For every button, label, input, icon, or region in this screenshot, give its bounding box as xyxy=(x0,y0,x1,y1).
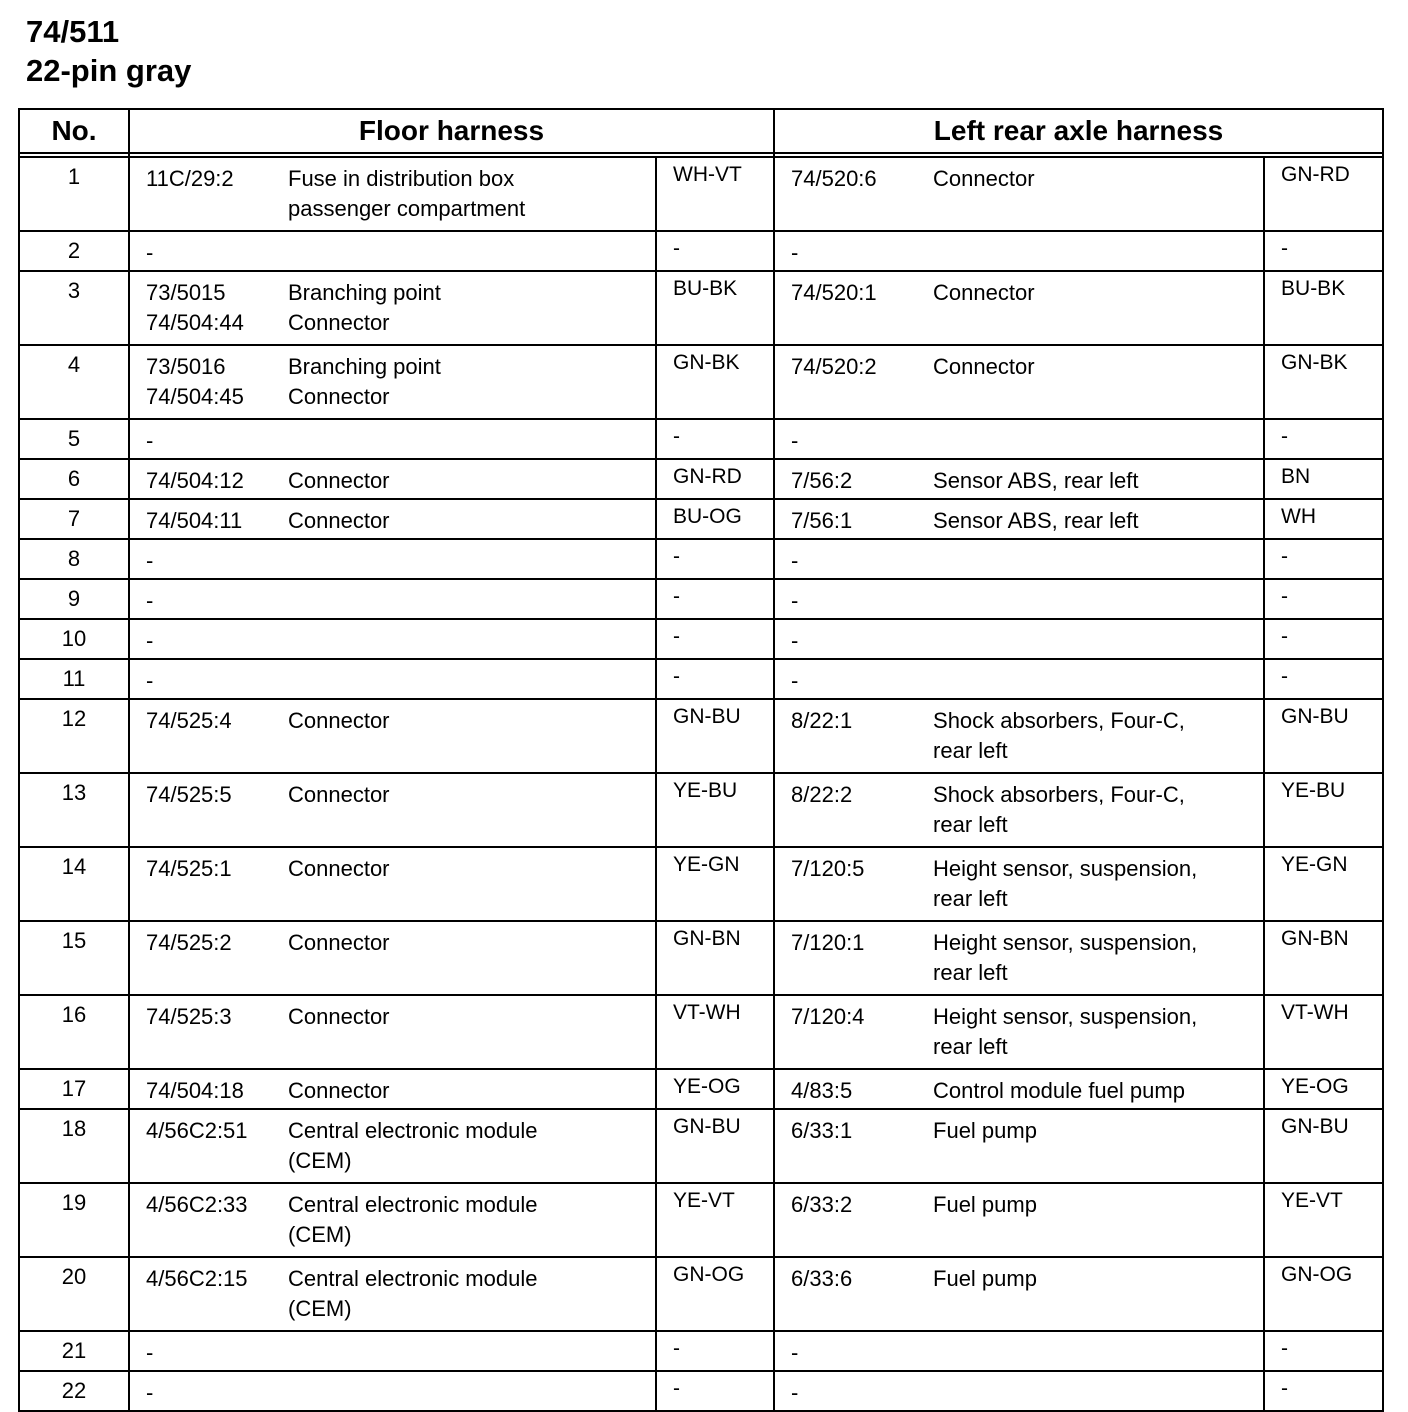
axle-wire-color: VT-WH xyxy=(1264,995,1383,1069)
connection-line xyxy=(791,238,1263,268)
connection-desc: Connector xyxy=(933,280,1035,305)
connection-ref: 11C/29:2 xyxy=(146,166,234,191)
connection-desc: Fuel pump xyxy=(933,1192,1037,1217)
connection-ref: - xyxy=(791,588,799,613)
header-floor-harness: Floor harness xyxy=(129,109,774,153)
table-row xyxy=(19,579,1383,619)
connection-ref: 4/83:5 xyxy=(791,1078,853,1103)
connection-ref: 7/56:1 xyxy=(791,508,853,533)
axle-wire-color: GN-BN xyxy=(1264,921,1383,995)
connection-ref: - xyxy=(146,240,154,265)
connection-desc: Connector xyxy=(288,310,390,335)
header-left-rear-axle-harness: Left rear axle harness xyxy=(774,109,1383,153)
axle-harness-connection xyxy=(774,579,1264,619)
connection-line xyxy=(791,1116,1263,1146)
pin-number: 12 xyxy=(19,699,129,773)
connection-ref: 74/525:1 xyxy=(146,856,232,881)
axle-wire-color: WH xyxy=(1264,499,1383,539)
pin-number: 8 xyxy=(19,539,129,579)
connection-ref: 74/525:2 xyxy=(146,930,232,955)
floor-wire-color: GN-RD xyxy=(656,459,774,499)
connection-line xyxy=(791,1378,1263,1408)
connection-line xyxy=(146,194,655,224)
header-no: No. xyxy=(19,109,129,153)
floor-harness-connection xyxy=(129,539,656,579)
axle-harness-connection xyxy=(774,659,1264,699)
connection-ref: - xyxy=(146,1380,154,1405)
connection-ref: - xyxy=(791,628,799,653)
floor-wire-color: YE-OG xyxy=(656,1069,774,1109)
connection-line xyxy=(791,506,1263,536)
table-row xyxy=(19,773,1383,847)
table-row xyxy=(19,459,1383,499)
connection-ref: - xyxy=(791,668,799,693)
axle-harness-connection xyxy=(774,1069,1264,1109)
pin-number: 2 xyxy=(19,231,129,271)
connection-desc: rear left xyxy=(933,1034,1008,1059)
floor-wire-color: - xyxy=(656,659,774,699)
connection-ref: 7/120:1 xyxy=(791,930,865,955)
floor-harness-connection xyxy=(129,1257,656,1331)
pin-rows xyxy=(19,157,1383,1411)
axle-harness-connection xyxy=(774,499,1264,539)
floor-wire-color: - xyxy=(656,1371,774,1411)
connection-desc: Fuel pump xyxy=(933,1266,1037,1291)
pin-number: 22 xyxy=(19,1371,129,1411)
floor-harness-connection xyxy=(129,459,656,499)
connection-ref: - xyxy=(146,428,154,453)
table-row xyxy=(19,539,1383,579)
connection-line xyxy=(791,466,1263,496)
header-row xyxy=(19,109,1383,153)
table-row xyxy=(19,231,1383,271)
connection-desc: Connector xyxy=(288,468,390,493)
connection-line xyxy=(146,666,655,696)
connection-line xyxy=(791,854,1263,884)
connection-line xyxy=(146,1264,655,1294)
connection-line xyxy=(146,238,655,268)
connection-line xyxy=(791,164,1263,194)
pin-number: 5 xyxy=(19,419,129,459)
connection-desc: rear left xyxy=(933,812,1008,837)
table-row xyxy=(19,1257,1383,1331)
connection-ref: 8/22:1 xyxy=(791,708,853,733)
connection-desc: Connector xyxy=(288,508,390,533)
connection-line xyxy=(791,928,1263,958)
connection-ref: - xyxy=(146,548,154,573)
table-row xyxy=(19,699,1383,773)
axle-harness-connection xyxy=(774,539,1264,579)
connection-line xyxy=(146,278,655,308)
pin-number: 7 xyxy=(19,499,129,539)
floor-wire-color: GN-BU xyxy=(656,1109,774,1183)
connection-line xyxy=(146,546,655,576)
connector-description: 22-pin gray xyxy=(26,53,192,88)
connection-ref: 4/56C2:33 xyxy=(146,1192,248,1217)
pin-number: 21 xyxy=(19,1331,129,1371)
axle-harness-connection xyxy=(774,1331,1264,1371)
connection-desc: rear left xyxy=(933,960,1008,985)
connection-ref: 74/520:1 xyxy=(791,280,877,305)
axle-wire-color: YE-GN xyxy=(1264,847,1383,921)
connection-desc: Connector xyxy=(288,782,390,807)
pin-number: 6 xyxy=(19,459,129,499)
pin-number: 16 xyxy=(19,995,129,1069)
connection-desc: Fuse in distribution box xyxy=(288,166,515,191)
connection-line xyxy=(791,780,1263,810)
floor-wire-color: YE-GN xyxy=(656,847,774,921)
connection-ref: 6/33:6 xyxy=(791,1266,853,1291)
connection-ref: - xyxy=(791,548,799,573)
connection-ref: 73/5015 xyxy=(146,280,226,305)
floor-harness-connection xyxy=(129,921,656,995)
axle-wire-color: GN-BK xyxy=(1264,345,1383,419)
floor-wire-color: YE-BU xyxy=(656,773,774,847)
connection-ref: 4/56C2:51 xyxy=(146,1118,248,1143)
connection-line xyxy=(146,1378,655,1408)
axle-harness-connection xyxy=(774,419,1264,459)
connection-line xyxy=(791,1002,1263,1032)
table-row xyxy=(19,921,1383,995)
floor-harness-connection xyxy=(129,1331,656,1371)
table-row xyxy=(19,847,1383,921)
connection-ref: 74/504:11 xyxy=(146,508,243,533)
axle-wire-color: BU-BK xyxy=(1264,271,1383,345)
connection-line xyxy=(146,626,655,656)
connection-line xyxy=(146,1190,655,1220)
connection-desc: passenger compartment xyxy=(288,196,526,221)
floor-harness-connection xyxy=(129,699,656,773)
axle-wire-color: YE-VT xyxy=(1264,1183,1383,1257)
connection-line xyxy=(791,278,1263,308)
connection-line xyxy=(791,352,1263,382)
connection-ref: - xyxy=(791,1380,799,1405)
axle-wire-color: - xyxy=(1264,539,1383,579)
connection-ref: 74/525:4 xyxy=(146,708,232,733)
floor-harness-connection xyxy=(129,231,656,271)
connection-line xyxy=(791,586,1263,616)
table-row xyxy=(19,499,1383,539)
connection-desc: Connector xyxy=(933,354,1035,379)
connection-line xyxy=(146,854,655,884)
floor-harness-connection xyxy=(129,499,656,539)
connection-ref: - xyxy=(791,240,799,265)
floor-harness-connection xyxy=(129,271,656,345)
pin-number: 20 xyxy=(19,1257,129,1331)
axle-wire-color: GN-OG xyxy=(1264,1257,1383,1331)
pin-number: 19 xyxy=(19,1183,129,1257)
axle-wire-color: BN xyxy=(1264,459,1383,499)
axle-harness-connection xyxy=(774,995,1264,1069)
connection-line xyxy=(146,1116,655,1146)
connection-desc: Control module fuel pump xyxy=(933,1078,1185,1103)
connection-desc: Connector xyxy=(288,856,390,881)
connection-line xyxy=(146,1220,655,1250)
floor-wire-color: GN-BU xyxy=(656,699,774,773)
table-row xyxy=(19,157,1383,231)
connection-line xyxy=(146,780,655,810)
connection-ref: 4/56C2:15 xyxy=(146,1266,248,1291)
axle-harness-connection xyxy=(774,921,1264,995)
axle-harness-connection xyxy=(774,847,1264,921)
axle-wire-color: - xyxy=(1264,579,1383,619)
connection-ref: 74/520:6 xyxy=(791,166,877,191)
floor-harness-connection xyxy=(129,579,656,619)
axle-wire-color: GN-RD xyxy=(1264,157,1383,231)
connection-desc: Connector xyxy=(288,708,390,733)
floor-wire-color: - xyxy=(656,619,774,659)
pin-number: 10 xyxy=(19,619,129,659)
axle-harness-connection xyxy=(774,271,1264,345)
connection-desc: Connector xyxy=(288,384,390,409)
connection-ref: 74/525:3 xyxy=(146,1004,232,1029)
floor-wire-color: GN-BN xyxy=(656,921,774,995)
pin-number: 15 xyxy=(19,921,129,995)
connection-desc: Sensor ABS, rear left xyxy=(933,468,1139,493)
connection-ref: 73/5016 xyxy=(146,354,226,379)
connector-id: 74/511 xyxy=(26,14,120,49)
table-row xyxy=(19,1109,1383,1183)
connection-ref: - xyxy=(146,628,154,653)
connection-ref: - xyxy=(146,588,154,613)
axle-wire-color: - xyxy=(1264,419,1383,459)
connection-desc: rear left xyxy=(933,886,1008,911)
axle-harness-connection xyxy=(774,1183,1264,1257)
axle-harness-connection xyxy=(774,459,1264,499)
pin-number: 18 xyxy=(19,1109,129,1183)
connection-ref: 6/33:2 xyxy=(791,1192,853,1217)
connection-desc: Fuel pump xyxy=(933,1118,1037,1143)
floor-harness-connection xyxy=(129,659,656,699)
floor-wire-color: BU-OG xyxy=(656,499,774,539)
connection-ref: 6/33:1 xyxy=(791,1118,853,1143)
floor-harness-connection xyxy=(129,1069,656,1109)
axle-harness-connection xyxy=(774,1257,1264,1331)
floor-wire-color: GN-BK xyxy=(656,345,774,419)
connection-ref: 74/504:18 xyxy=(146,1078,244,1103)
connection-desc: rear left xyxy=(933,738,1008,763)
axle-harness-connection xyxy=(774,345,1264,419)
connection-desc: Central electronic module xyxy=(288,1118,538,1143)
connection-line xyxy=(791,810,1263,840)
connection-line xyxy=(791,1032,1263,1062)
floor-harness-connection xyxy=(129,419,656,459)
connection-desc: Connector xyxy=(288,930,390,955)
connection-ref: - xyxy=(146,668,154,693)
axle-harness-connection xyxy=(774,773,1264,847)
pin-number: 3 xyxy=(19,271,129,345)
connection-line xyxy=(146,586,655,616)
connection-line xyxy=(146,1146,655,1176)
axle-harness-connection xyxy=(774,231,1264,271)
floor-wire-color: WH-VT xyxy=(656,157,774,231)
pin-number: 11 xyxy=(19,659,129,699)
floor-wire-color: - xyxy=(656,579,774,619)
connection-line xyxy=(146,706,655,736)
connection-desc: Shock absorbers, Four-C, xyxy=(933,708,1185,733)
table-row xyxy=(19,419,1383,459)
table-row xyxy=(19,345,1383,419)
connection-ref: 74/504:44 xyxy=(146,310,244,335)
floor-harness-connection xyxy=(129,619,656,659)
pin-number: 13 xyxy=(19,773,129,847)
floor-wire-color: VT-WH xyxy=(656,995,774,1069)
floor-harness-connection xyxy=(129,1109,656,1183)
floor-wire-color: - xyxy=(656,1331,774,1371)
pin-table xyxy=(18,108,1384,1412)
floor-harness-connection xyxy=(129,345,656,419)
connection-line xyxy=(146,352,655,382)
connection-ref: 74/520:2 xyxy=(791,354,877,379)
floor-wire-color: BU-BK xyxy=(656,271,774,345)
connection-line xyxy=(791,958,1263,988)
table-row xyxy=(19,619,1383,659)
connection-desc: (CEM) xyxy=(288,1296,352,1321)
connection-line xyxy=(791,626,1263,656)
axle-wire-color: YE-OG xyxy=(1264,1069,1383,1109)
connection-ref: 74/504:12 xyxy=(146,468,244,493)
pin-number: 17 xyxy=(19,1069,129,1109)
connection-ref: 7/120:4 xyxy=(791,1004,865,1029)
pin-number: 9 xyxy=(19,579,129,619)
pin-number: 1 xyxy=(19,157,129,231)
connection-desc: Sensor ABS, rear left xyxy=(933,508,1139,533)
connection-ref: 7/56:2 xyxy=(791,468,853,493)
connection-line xyxy=(146,164,655,194)
floor-harness-connection xyxy=(129,157,656,231)
connection-line xyxy=(791,884,1263,914)
axle-harness-connection xyxy=(774,1109,1264,1183)
connection-line xyxy=(791,426,1263,456)
connection-line xyxy=(791,666,1263,696)
floor-wire-color: - xyxy=(656,231,774,271)
connection-line xyxy=(146,506,655,536)
table-row xyxy=(19,1069,1383,1109)
connection-line xyxy=(791,1190,1263,1220)
connection-line xyxy=(791,1264,1263,1294)
connection-desc: Central electronic module xyxy=(288,1192,538,1217)
floor-wire-color: - xyxy=(656,419,774,459)
table-row xyxy=(19,995,1383,1069)
table-row xyxy=(19,659,1383,699)
connection-line xyxy=(146,426,655,456)
connection-ref: 8/22:2 xyxy=(791,782,853,807)
connection-ref: 7/120:5 xyxy=(791,856,865,881)
connection-line xyxy=(146,466,655,496)
connection-line xyxy=(146,1076,655,1106)
table-row xyxy=(19,1331,1383,1371)
connection-desc: (CEM) xyxy=(288,1148,352,1173)
pin-number: 4 xyxy=(19,345,129,419)
table-row xyxy=(19,1183,1383,1257)
table-row xyxy=(19,1371,1383,1411)
floor-wire-color: YE-VT xyxy=(656,1183,774,1257)
connection-ref: 74/525:5 xyxy=(146,782,232,807)
connection-ref: 74/504:45 xyxy=(146,384,244,409)
connection-line xyxy=(146,928,655,958)
connection-ref: - xyxy=(146,1340,154,1365)
connection-ref: - xyxy=(791,428,799,453)
floor-harness-connection xyxy=(129,995,656,1069)
connection-line xyxy=(791,546,1263,576)
connection-ref: - xyxy=(791,1340,799,1365)
connection-desc: Central electronic module xyxy=(288,1266,538,1291)
axle-wire-color: GN-BU xyxy=(1264,1109,1383,1183)
connection-desc: Branching point xyxy=(288,280,441,305)
floor-wire-color: - xyxy=(656,539,774,579)
connection-desc: Connector xyxy=(933,166,1035,191)
connection-line xyxy=(791,736,1263,766)
pin-number: 14 xyxy=(19,847,129,921)
connection-line xyxy=(146,1002,655,1032)
connection-desc: Height sensor, suspension, xyxy=(933,856,1198,881)
axle-wire-color: GN-BU xyxy=(1264,699,1383,773)
connection-desc: Height sensor, suspension, xyxy=(933,1004,1198,1029)
connection-line xyxy=(791,706,1263,736)
axle-harness-connection xyxy=(774,1371,1264,1411)
table-row xyxy=(19,271,1383,345)
connection-line xyxy=(146,308,655,338)
axle-wire-color: YE-BU xyxy=(1264,773,1383,847)
floor-harness-connection xyxy=(129,773,656,847)
axle-harness-connection xyxy=(774,699,1264,773)
axle-wire-color: - xyxy=(1264,659,1383,699)
axle-harness-connection xyxy=(774,619,1264,659)
connection-line xyxy=(146,1294,655,1324)
connection-line xyxy=(146,382,655,412)
connection-desc: Connector xyxy=(288,1004,390,1029)
floor-wire-color: GN-OG xyxy=(656,1257,774,1331)
axle-wire-color: - xyxy=(1264,231,1383,271)
connection-desc: Connector xyxy=(288,1078,390,1103)
floor-harness-connection xyxy=(129,1183,656,1257)
axle-harness-connection xyxy=(774,157,1264,231)
axle-wire-color: - xyxy=(1264,1371,1383,1411)
floor-harness-connection xyxy=(129,847,656,921)
connection-desc: Branching point xyxy=(288,354,441,379)
connection-line xyxy=(791,1076,1263,1106)
axle-wire-color: - xyxy=(1264,619,1383,659)
connection-desc: Shock absorbers, Four-C, xyxy=(933,782,1185,807)
connection-desc: (CEM) xyxy=(288,1222,352,1247)
connection-desc: Height sensor, suspension, xyxy=(933,930,1198,955)
floor-harness-connection xyxy=(129,1371,656,1411)
axle-wire-color: - xyxy=(1264,1331,1383,1371)
